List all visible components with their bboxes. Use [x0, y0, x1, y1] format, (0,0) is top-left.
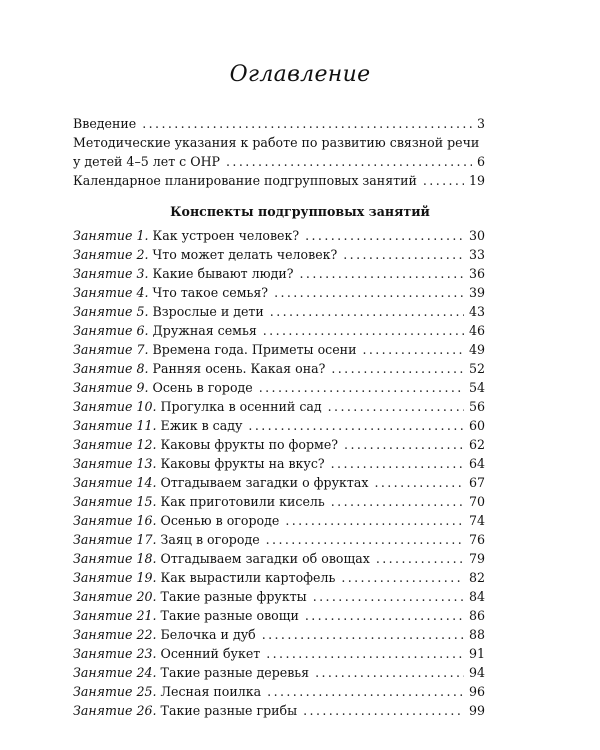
toc-entry-label	[73, 454, 325, 473]
toc-entry-lesson[interactable]	[73, 454, 485, 473]
toc-entry-page: 39	[468, 285, 485, 300]
toc-entry-lesson[interactable]	[73, 587, 485, 606]
leader-dots	[362, 340, 464, 359]
toc-entry-page: 36	[468, 266, 485, 281]
lesson-title: Каковы фрукты на вкус?	[160, 456, 325, 471]
toc-entry-lesson[interactable]	[73, 511, 485, 530]
toc-entry-label	[73, 530, 260, 549]
lesson-title: Осенью в огороде	[160, 513, 280, 528]
toc-entry-label	[73, 302, 264, 321]
leader-dots	[270, 302, 464, 321]
toc-entry-page: 46	[468, 323, 485, 338]
lesson-number: Занятие 19.	[73, 570, 157, 585]
lesson-number: Занятие 7.	[73, 342, 149, 357]
lesson-title: Такие разные деревья	[160, 665, 310, 680]
leader-dots	[341, 568, 464, 587]
leader-dots	[285, 511, 464, 530]
lesson-number: Занятие 13.	[73, 456, 157, 471]
toc-entry-page: 99	[468, 703, 485, 718]
toc-entry-label: Календарное планирование подгрупповых занятий	[73, 173, 417, 188]
toc-entry-label	[73, 549, 370, 568]
toc-entry-page: 60	[468, 418, 485, 433]
toc-entry-page: 79	[468, 551, 485, 566]
leader-dots	[423, 171, 464, 190]
toc-entry-label	[73, 416, 242, 435]
lesson-number: Занятие 18.	[73, 551, 157, 566]
toc-entry-lesson[interactable]	[73, 530, 485, 549]
toc-entry-page: 70	[468, 494, 485, 509]
leader-dots	[300, 264, 464, 283]
lesson-list	[73, 226, 485, 720]
toc-entry-lesson[interactable]	[73, 264, 485, 283]
leader-dots	[315, 663, 464, 682]
toc-entry-lesson[interactable]	[73, 549, 485, 568]
leader-dots	[267, 682, 464, 701]
toc-entry-label	[73, 226, 299, 245]
lesson-title: Такие разные овощи	[160, 608, 299, 623]
toc-entry-lesson[interactable]	[73, 397, 485, 416]
toc-entry-page: 52	[468, 361, 485, 376]
lesson-number: Занятие 26.	[73, 703, 157, 718]
lesson-number: Занятие 11.	[73, 418, 157, 433]
lesson-title: Дружная семья	[152, 323, 257, 338]
toc-entry-label	[73, 473, 368, 492]
leader-dots	[142, 114, 472, 133]
leader-dots	[262, 625, 464, 644]
lesson-title: Каковы фрукты по форме?	[160, 437, 339, 452]
toc-entry-label: Введение	[73, 116, 137, 131]
toc-entry-label	[73, 435, 338, 454]
toc-entry-lesson[interactable]	[73, 359, 485, 378]
lesson-title: Ранняя осень. Какая она?	[152, 361, 326, 376]
toc-entry-label	[73, 378, 253, 397]
toc-entry-page: 74	[468, 513, 485, 528]
lesson-title: Белочка и дуб	[160, 627, 256, 642]
toc-entry-label	[73, 245, 337, 264]
lesson-title: Прогулка в осенний сад	[160, 399, 322, 414]
leader-dots	[328, 397, 464, 416]
toc-entry-lesson[interactable]	[73, 226, 485, 245]
toc-entry-lesson[interactable]	[73, 245, 485, 264]
toc-entry-lesson[interactable]	[73, 492, 485, 511]
lesson-number: Занятие 21.	[73, 608, 157, 623]
leader-dots	[303, 701, 464, 720]
lesson-number: Занятие 20.	[73, 589, 157, 604]
toc-entry-page: 62	[468, 437, 485, 452]
lesson-title: Осенний букет	[160, 646, 261, 661]
lesson-number: Занятие 25.	[73, 684, 157, 699]
leader-dots	[274, 283, 464, 302]
toc-entry-lesson[interactable]	[73, 606, 485, 625]
toc-entry-page: 84	[468, 589, 485, 604]
toc-entry-lesson[interactable]	[73, 625, 485, 644]
toc-entry-lesson[interactable]	[73, 473, 485, 492]
leader-dots	[266, 530, 464, 549]
toc-entry-label	[73, 359, 325, 378]
leader-dots	[374, 473, 464, 492]
toc-entry-page: 43	[468, 304, 485, 319]
toc-entry-lesson[interactable]	[73, 435, 485, 454]
leader-dots	[344, 435, 464, 454]
toc-entry-page: 64	[468, 456, 485, 471]
toc-entry-page: 86	[468, 608, 485, 623]
lesson-number: Занятие 3.	[73, 266, 149, 281]
toc-entry-label	[73, 606, 299, 625]
lesson-title: Отгадываем загадки о фруктах	[160, 475, 369, 490]
toc-entry-lesson[interactable]	[73, 682, 485, 701]
toc-entry-label	[73, 644, 260, 663]
toc-entry-lesson[interactable]	[73, 321, 485, 340]
toc-entry-page: 94	[468, 665, 485, 680]
toc-entry-calendar[interactable]	[73, 171, 485, 190]
leader-dots	[263, 321, 464, 340]
toc-entry-page: 3	[476, 116, 485, 131]
lesson-number: Занятие 24.	[73, 665, 157, 680]
lesson-number: Занятие 12.	[73, 437, 157, 452]
toc-entry-lesson[interactable]	[73, 340, 485, 359]
leader-dots	[343, 245, 464, 264]
leader-dots	[226, 152, 472, 171]
lesson-number: Занятие 22.	[73, 627, 157, 642]
toc-entry-label	[73, 587, 307, 606]
front-matter-list	[73, 114, 485, 190]
toc-entry-lesson[interactable]	[73, 378, 485, 397]
lesson-title: Заяц в огороде	[160, 532, 260, 547]
toc-entry-label	[73, 511, 279, 530]
lesson-title: Как приготовили кисель	[160, 494, 325, 509]
lesson-title: Взрослые и дети	[152, 304, 264, 319]
leader-dots	[305, 226, 464, 245]
leader-dots	[313, 587, 464, 606]
toc-entry-lesson[interactable]	[73, 283, 485, 302]
toc-entry-label	[73, 625, 256, 644]
lesson-number: Занятие 1.	[73, 228, 149, 243]
lesson-number: Занятие 2.	[73, 247, 149, 262]
toc-entry-lesson[interactable]	[73, 644, 485, 663]
lesson-title: Такие разные грибы	[160, 703, 298, 718]
toc-entry-label	[73, 321, 257, 340]
toc-entry-page: 19	[468, 173, 485, 188]
lesson-title: Такие разные фрукты	[160, 589, 307, 604]
toc-entry-label-line1: Методические указания к работе по развитию связной речи	[73, 135, 480, 150]
lesson-title: Что может делать человек?	[152, 247, 338, 262]
toc-entry-intro[interactable]	[73, 114, 485, 133]
toc-entry-label	[73, 283, 268, 302]
toc-entry-page: 88	[468, 627, 485, 642]
lesson-title: Лесная поилка	[160, 684, 262, 699]
lesson-title: Ежик в саду	[160, 418, 243, 433]
toc-entry-lesson[interactable]	[73, 701, 485, 720]
lesson-number: Занятие 14.	[73, 475, 157, 490]
leader-dots	[331, 359, 464, 378]
lesson-number: Занятие 4.	[73, 285, 149, 300]
toc-entry-label	[73, 492, 325, 511]
toc-entry-label	[73, 568, 335, 587]
leader-dots	[259, 378, 464, 397]
lesson-title: Осень в городе	[152, 380, 253, 395]
lesson-title: Что такое семья?	[152, 285, 269, 300]
lesson-title: Времена года. Приметы осени	[152, 342, 357, 357]
lesson-title: Как устроен человек?	[152, 228, 300, 243]
lesson-number: Занятие 8.	[73, 361, 149, 376]
leader-dots	[376, 549, 464, 568]
leader-dots	[331, 492, 464, 511]
toc-entry-page: 82	[468, 570, 485, 585]
toc-entry-page: 6	[476, 154, 485, 169]
toc-entry-page: 91	[468, 646, 485, 661]
toc-entry-label-line2: у детей 4–5 лет с ОНР	[73, 154, 221, 169]
toc-entry-page: 76	[468, 532, 485, 547]
lesson-number: Занятие 17.	[73, 532, 157, 547]
toc-entry-lesson[interactable]	[73, 568, 485, 587]
toc-entry-methodology[interactable]	[73, 133, 485, 171]
toc-entry-label	[73, 340, 356, 359]
leader-dots	[305, 606, 464, 625]
toc-entry-lesson[interactable]	[73, 416, 485, 435]
lesson-number: Занятие 23.	[73, 646, 157, 661]
toc-entry-page: 67	[468, 475, 485, 490]
lesson-title: Отгадываем загадки об овощах	[160, 551, 370, 566]
toc-entry-page: 30	[468, 228, 485, 243]
toc-entry-label	[73, 663, 309, 682]
leader-dots	[331, 454, 464, 473]
lesson-title: Как вырастили картофель	[160, 570, 336, 585]
lesson-number: Занятие 10.	[73, 399, 157, 414]
toc-entry-page: 54	[468, 380, 485, 395]
lesson-number: Занятие 9.	[73, 380, 149, 395]
section-heading: Конспекты подгрупповых занятий	[170, 204, 430, 219]
toc-entry-label	[73, 701, 297, 720]
lesson-title: Какие бывают люди?	[152, 266, 294, 281]
lesson-number: Занятие 6.	[73, 323, 149, 338]
toc-entry-label	[73, 264, 294, 283]
leader-dots	[248, 416, 464, 435]
page-title: Оглавление	[229, 62, 371, 87]
leader-dots	[266, 644, 464, 663]
toc-entry-page: 96	[468, 684, 485, 699]
lesson-number: Занятие 5.	[73, 304, 149, 319]
toc-entry-label	[73, 682, 261, 701]
lesson-number: Занятие 16.	[73, 513, 157, 528]
toc-entry-page: 49	[468, 342, 485, 357]
toc-entry-lesson[interactable]	[73, 302, 485, 321]
toc-entry-page: 33	[468, 247, 485, 262]
toc-entry-lesson[interactable]	[73, 663, 485, 682]
toc-entry-label	[73, 397, 322, 416]
lesson-number: Занятие 15.	[73, 494, 157, 509]
toc-entry-page: 56	[468, 399, 485, 414]
